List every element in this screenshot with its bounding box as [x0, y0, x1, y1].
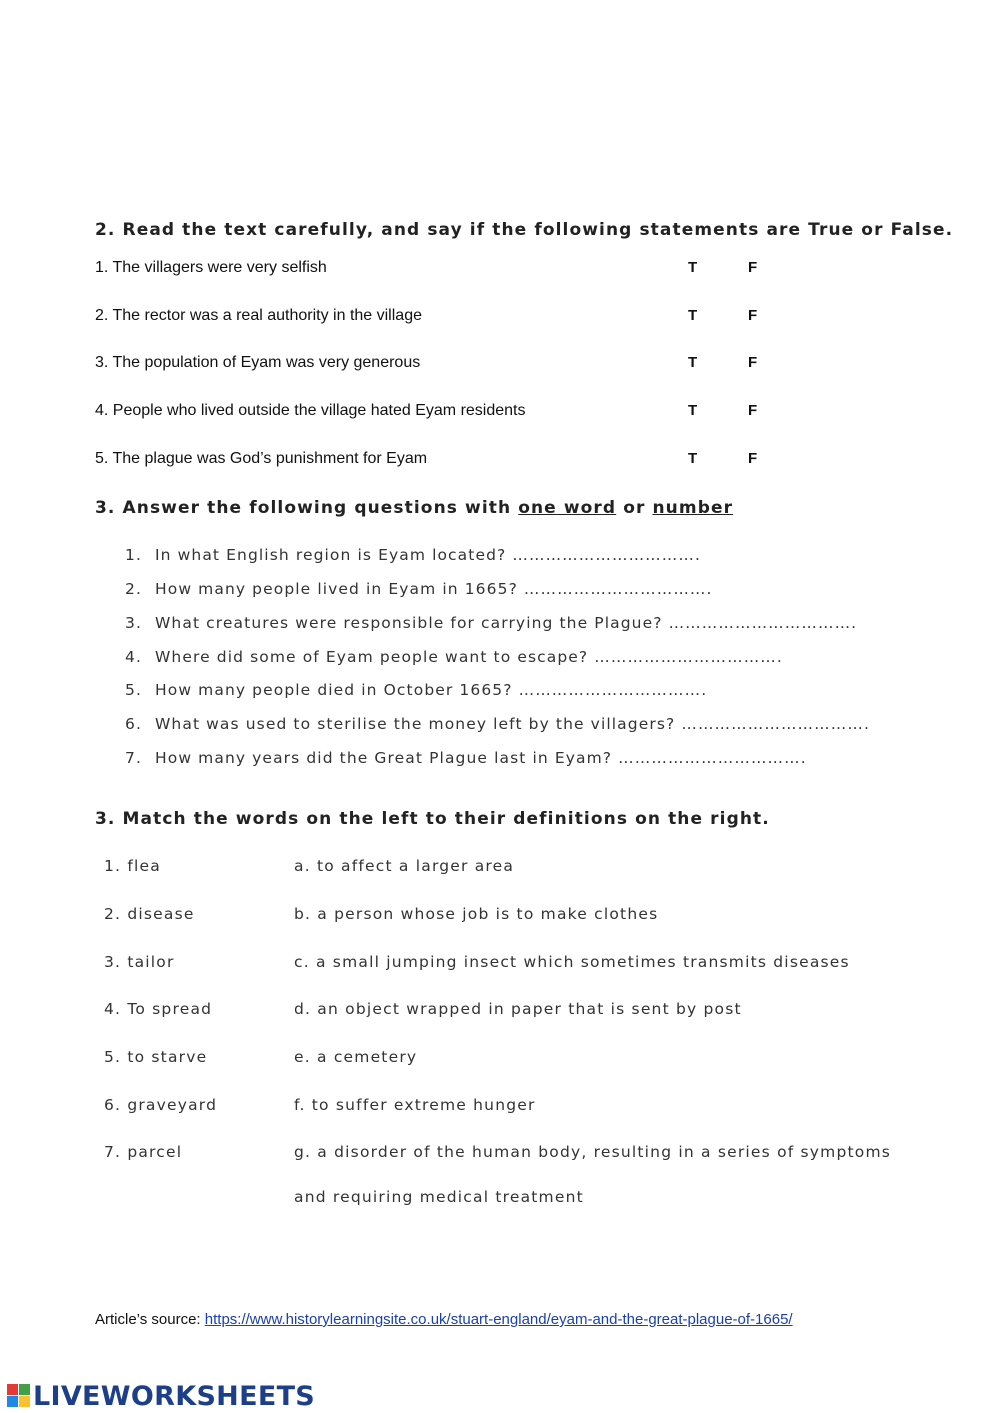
tf-statement-row: [95, 259, 795, 283]
match-word[interactable]: 7. parcel: [104, 1143, 183, 1161]
questions-heading-prefix: 3. Answer the following questions with: [95, 498, 519, 518]
source-label: Article’s source:: [95, 1311, 205, 1328]
question-row: [125, 648, 783, 666]
question-row: [125, 749, 807, 767]
liveworksheets-logo-icon: [7, 1384, 31, 1408]
match-definition[interactable]: e. a cemetery: [294, 1048, 418, 1066]
question-row: [125, 715, 870, 733]
question-text[interactable]: How many years did the Great Plague last in Eyam? …………………………….: [155, 749, 807, 767]
match-word[interactable]: 6. graveyard: [104, 1096, 218, 1114]
true-false-heading: 2. Read the text carefully, and say if the following statements are True or False.: [95, 220, 954, 240]
match-word[interactable]: 4. To spread: [104, 1000, 213, 1018]
question-number: 3.: [125, 614, 142, 632]
match-definition[interactable]: b. a person whose job is to make clothes: [294, 905, 659, 923]
question-number: 6.: [125, 715, 142, 733]
question-number: 4.: [125, 648, 142, 666]
question-text[interactable]: What creatures were responsible for carrying the Plague? …………………………….: [155, 614, 858, 632]
questions-heading-number: number: [652, 498, 734, 518]
match-word[interactable]: 3. tailor: [104, 953, 175, 971]
question-number: 5.: [125, 681, 142, 699]
false-option[interactable]: F: [748, 402, 758, 419]
true-option[interactable]: T: [688, 450, 698, 467]
question-text[interactable]: How many people died in October 1665? …………………………….: [155, 681, 708, 699]
question-text[interactable]: What was used to sterilise the money left by the villagers? …………………………….: [155, 715, 870, 733]
tf-statement-row: [95, 354, 795, 378]
question-number: 2.: [125, 580, 142, 598]
match-definition-continuation: and requiring medical treatment: [294, 1188, 584, 1206]
question-text[interactable]: How many people lived in Eyam in 1665? …………………………….: [155, 580, 713, 598]
match-definition[interactable]: d. an object wrapped in paper that is sent by post: [294, 1000, 742, 1018]
question-row: [125, 580, 713, 598]
question-number: 1.: [125, 546, 142, 564]
question-number: 7.: [125, 749, 142, 767]
tf-statement-row: [95, 307, 795, 331]
true-option[interactable]: T: [688, 259, 698, 276]
question-row: [125, 614, 857, 632]
question-row: [125, 681, 707, 699]
source-link[interactable]: https://www.historylearningsite.co.uk/stuart-england/eyam-and-the-great-plague-of-1665/: [204, 1311, 793, 1328]
tf-statement-text: 2. The rector was a real authority in the village: [95, 307, 422, 324]
tf-statement-text: 3. The population of Eyam was very generous: [95, 354, 421, 371]
liveworksheets-logo: [7, 1380, 315, 1412]
match-definition[interactable]: g. a disorder of the human body, resulting in a series of symptoms: [294, 1143, 892, 1161]
questions-heading-one-word: one word: [518, 498, 617, 518]
false-option[interactable]: F: [748, 354, 758, 371]
questions-heading: [95, 498, 733, 518]
false-option[interactable]: F: [748, 307, 758, 324]
match-word[interactable]: 1. flea: [104, 857, 161, 875]
false-option[interactable]: F: [748, 450, 758, 467]
question-row: [125, 546, 701, 564]
true-option[interactable]: T: [688, 307, 698, 324]
tf-statement-row: [95, 450, 795, 474]
true-option[interactable]: T: [688, 402, 698, 419]
match-word[interactable]: 2. disease: [104, 905, 195, 923]
tf-statement-text: 5. The plague was God’s punishment for Eyam: [95, 450, 428, 467]
matching-heading: 3. Match the words on the left to their definitions on the right.: [95, 809, 770, 829]
article-source: [95, 1311, 793, 1328]
false-option[interactable]: F: [748, 259, 758, 276]
match-definition[interactable]: a. to affect a larger area: [294, 857, 515, 875]
tf-statement-text: 4. People who lived outside the village hated Eyam residents: [95, 402, 526, 419]
tf-statement-text: 1. The villagers were very selfish: [95, 259, 327, 276]
match-definition[interactable]: c. a small jumping insect which sometimes transmits diseases: [294, 953, 850, 971]
logo-text: LIVEWORKSHEETS: [33, 1380, 316, 1412]
match-word[interactable]: 5. to starve: [104, 1048, 208, 1066]
true-option[interactable]: T: [688, 354, 698, 371]
questions-heading-or: or: [616, 498, 653, 518]
question-text[interactable]: In what English region is Eyam located? …………………………….: [155, 546, 702, 564]
question-text[interactable]: Where did some of Eyam people want to escape? …………………………….: [155, 648, 783, 666]
match-definition[interactable]: f. to suffer extreme hunger: [294, 1096, 536, 1114]
tf-statement-row: [95, 402, 795, 426]
